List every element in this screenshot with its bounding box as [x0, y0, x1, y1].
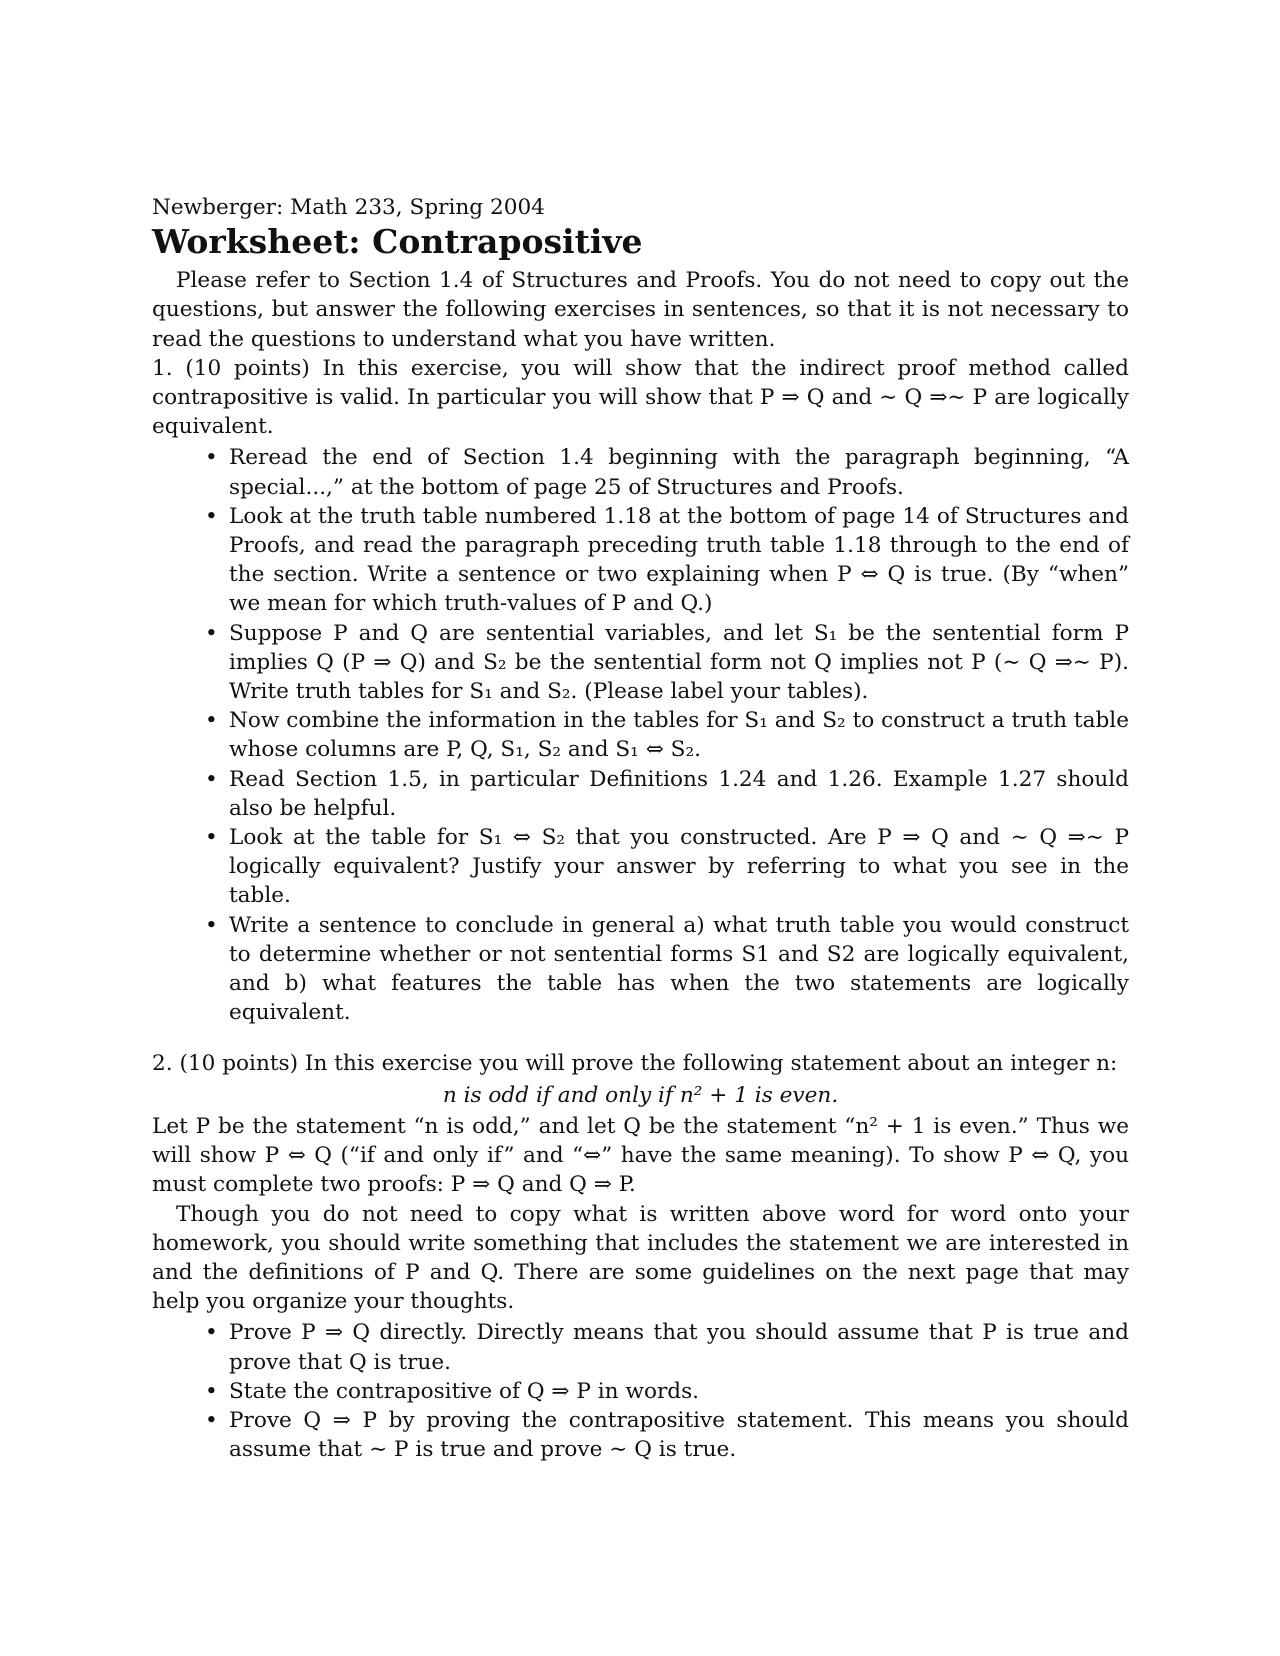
intro-paragraph: Please refer to Section 1.4 of Structures and Proofs. You do not need to copy out the questions, but answer the following exercises in sentences, so that it is not necessary to read the questions to understand what you have written.: [152, 268, 1129, 352]
list-item: • Reread the end of Section 1.4 beginning with the paragraph beginning, “A special...,” at the bottom of page 25 of Structures and Proofs.: [229, 443, 1129, 501]
page-title: Worksheet: Contrapositive: [152, 222, 643, 262]
list-item: • Read Section 1.5, in particular Definitions 1.24 and 1.26. Example 1.27 should also be helpful.: [229, 765, 1129, 823]
course-header: Newberger: Math 233, Spring 2004: [152, 195, 545, 220]
list-item: • Prove Q ⇒ P by proving the contrapositive statement. This means you should assume that ∼ P is true and prove ∼ Q is true.: [229, 1406, 1129, 1464]
problem-2-bullet-list: [152, 1318, 1129, 1464]
list-item: • Suppose P and Q are sentential variables, and let S₁ be the sentential form P implies Q (P ⇒ Q) and S₂ be the sentential form not Q implies not P (∼ Q ⇒∼ P). Write truth tables for S₁ and S₂. (Please label your tables).: [229, 619, 1129, 707]
problem-2-claim: n is odd if and only if n² + 1 is even.: [442, 1082, 839, 1108]
list-item: • Look at the truth table numbered 1.18 at the bottom of page 14 of Structures and Proofs, and read the paragraph preceding truth table 1.18 through to the end of the section. Write a sentence or two explaining when P ⇔ Q is true. (By “when” we mean for which truth-values of P and Q.): [229, 502, 1129, 619]
problem-1-bullet-list: [152, 443, 1129, 1027]
list-item: • Prove P ⇒ Q directly. Directly means that you should assume that P is true and prove that Q is true.: [229, 1318, 1129, 1376]
problem-2-paragraph-2: Though you do not need to copy what is written above word for word onto your homework, you should write something that includes the statement we are interested in and the definitions of P and Q. There are some guidelines on the next page that may help you organize your thoughts.: [152, 1201, 1129, 1315]
problem-1-statement: 1. (10 points) In this exercise, you will show that the indirect proof method called contrapositive is valid. In particular you will show that P ⇒ Q and ∼ Q ⇒∼ P are logically equivalent.: [152, 355, 1129, 440]
problem-2-paragraph-1: Let P be the statement “n is odd,” and let Q be the statement “n² + 1 is even.” Thus we will show P ⇔ Q (“if and only if” and “⇔” have the same meaning). To show P ⇔ Q, you must complete two proofs: P ⇒ Q and Q ⇒ P.: [152, 1113, 1129, 1198]
list-item: • State the contrapositive of Q ⇒ P in words.: [229, 1377, 1129, 1406]
list-item: • Look at the table for S₁ ⇔ S₂ that you constructed. Are P ⇒ Q and ∼ Q ⇒∼ P logically equivalent? Justify your answer by referring to what you see in the table.: [229, 823, 1129, 911]
problem-2-statement: 2. (10 points) In this exercise you will prove the following statement about an integer n:: [152, 1051, 1118, 1077]
list-item: • Write a sentence to conclude in general a) what truth table you would construct to determine whether or not sentential forms S1 and S2 are logically equivalent, and b) what features the table has when the two statements are logically equivalent.: [229, 911, 1129, 1028]
list-item: • Now combine the information in the tables for S₁ and S₂ to construct a truth table whose columns are P, Q, S₁, S₂ and S₁ ⇔ S₂.: [229, 706, 1129, 764]
section-spacer: [152, 1027, 1129, 1049]
worksheet-page: [152, 193, 1129, 1464]
